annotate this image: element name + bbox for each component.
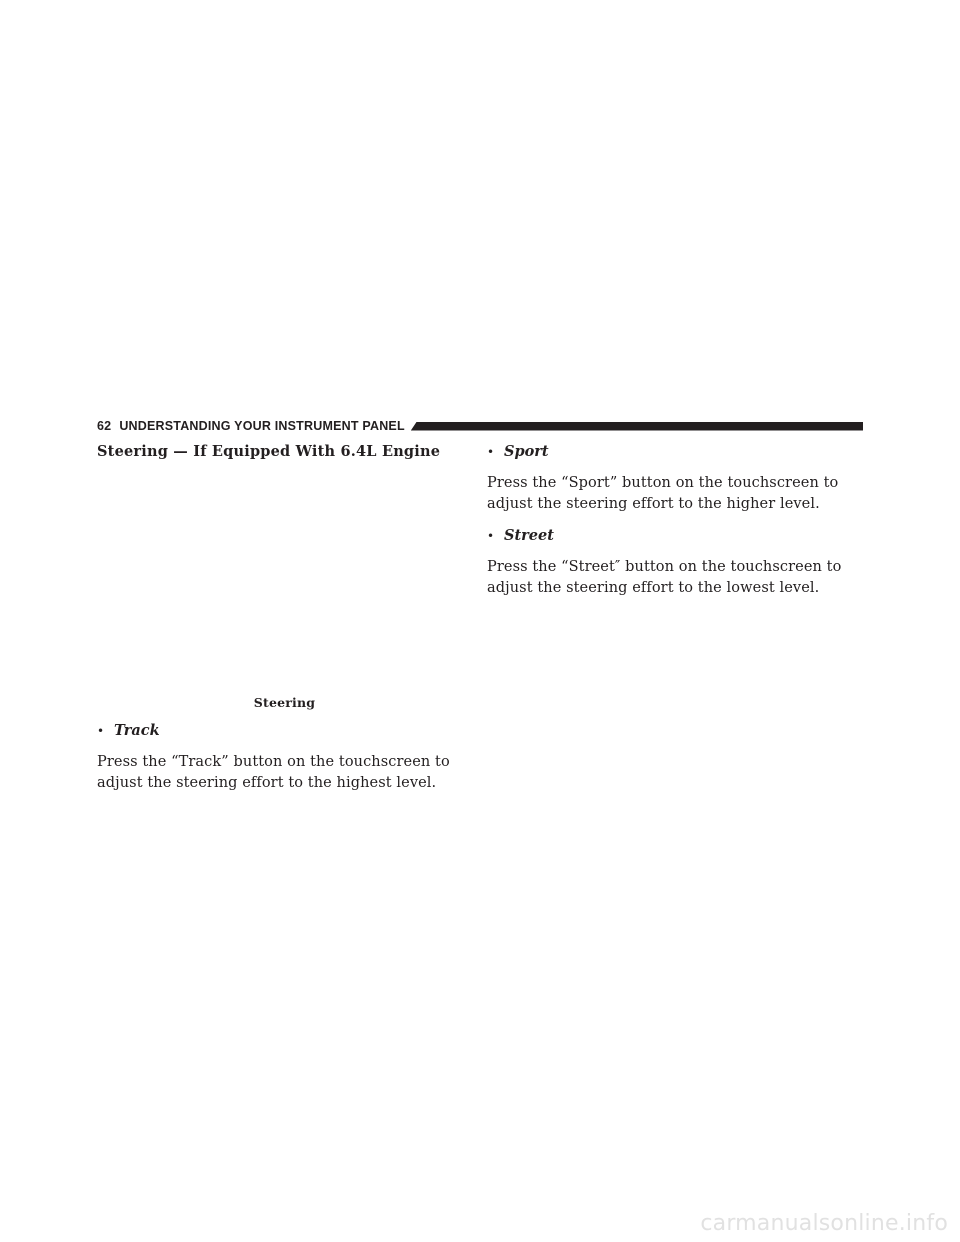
steering-figure: [97, 462, 475, 710]
section-heading: Steering — If Equipped With 6.4L Engine: [97, 443, 441, 460]
watermark: carmanualsonline.info: [700, 1211, 948, 1236]
section-title: UNDERSTANDING YOUR INSTRUMENT PANEL: [119, 419, 405, 433]
bullet-icon: •: [487, 529, 495, 543]
list-item-street: [487, 526, 865, 546]
right-column: [487, 442, 865, 599]
item-description: Press the “Track” button on the touchscreen to adjust the steering effort to the highest level.: [97, 754, 450, 791]
item-term: Track: [114, 722, 160, 739]
list-item-track: [97, 721, 475, 741]
item-term: Street: [504, 527, 554, 544]
item-description: Press the “Sport” button on the touchscreen to adjust the steering effort to the higher level.: [487, 475, 839, 512]
page-header: [97, 418, 863, 434]
item-description: Press the “Street″ button on the touchscreen to adjust the steering effort to the lowest level.: [487, 559, 842, 596]
header-rule: [411, 422, 863, 431]
left-column: [97, 442, 475, 794]
bullet-icon: •: [487, 445, 495, 459]
item-term: Sport: [504, 443, 549, 460]
page-number: 62: [97, 419, 112, 433]
figure-caption: Steering: [253, 695, 316, 710]
bullet-icon: •: [97, 724, 105, 738]
list-item-sport: [487, 442, 865, 462]
